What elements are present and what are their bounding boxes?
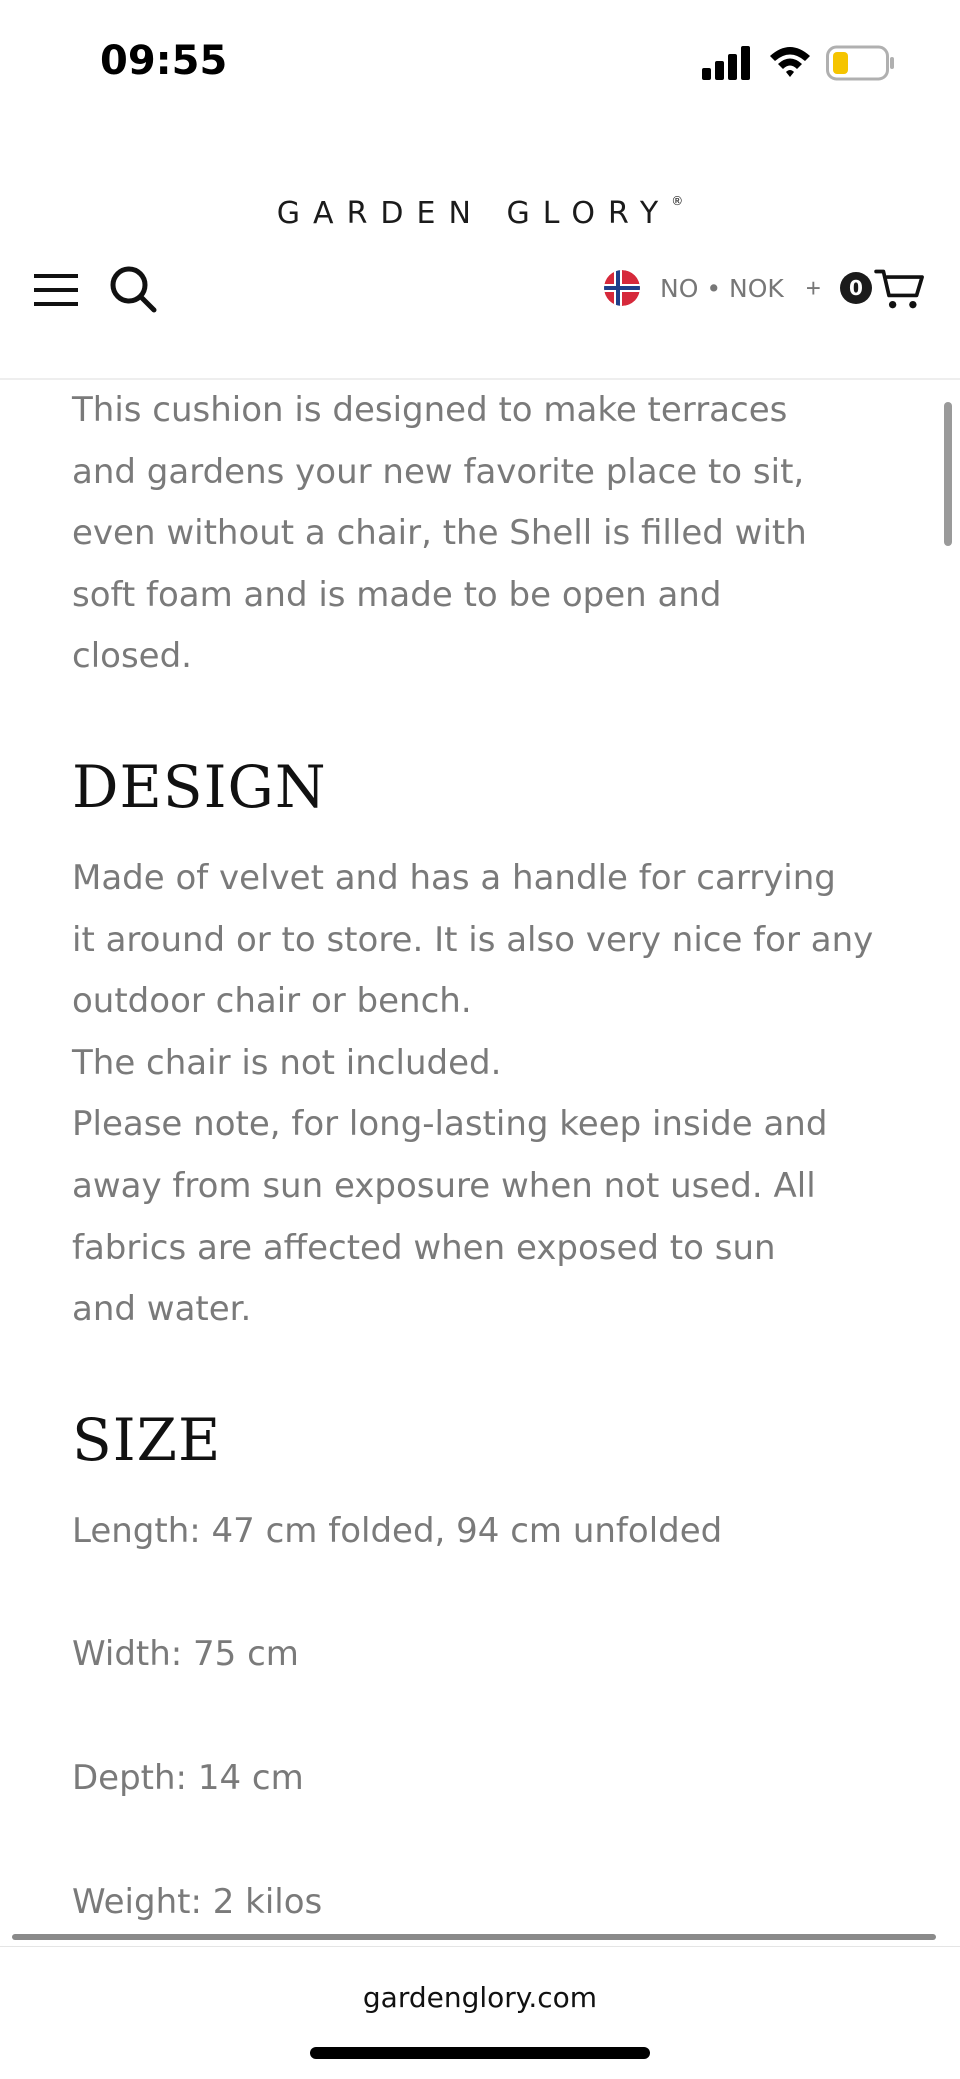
design-line: away from sun exposure when not used. All <box>72 1165 816 1206</box>
browser-bottom-bar <box>0 1946 960 2079</box>
intro-line: soft foam and is made to be open and <box>72 574 722 615</box>
scrollbar-thumb[interactable] <box>944 402 952 546</box>
design-line: it around or to store. It is also very nice for any <box>72 919 874 960</box>
signal-icon <box>702 46 752 80</box>
norway-flag-icon <box>604 270 640 306</box>
status-time: 09:55 <box>100 38 228 84</box>
size-item: Length: 47 cm folded, 94 cm unfolded <box>72 1510 723 1551</box>
size-heading: SIZE <box>72 1405 222 1474</box>
size-item: Depth: 14 cm <box>72 1757 304 1798</box>
address-bar[interactable]: gardenglory.com <box>362 1981 598 2014</box>
site-header <box>0 130 960 380</box>
intro-line: even without a chair, the Shell is filled with <box>72 513 807 554</box>
design-paragraph <box>72 848 892 1341</box>
battery-icon <box>826 44 896 82</box>
design-heading: DESIGN <box>72 752 327 821</box>
locale-plus-icon: + <box>805 272 821 303</box>
brand-name: GARDEN GLORY <box>276 196 672 231</box>
cart-count-badge: 0 <box>840 272 872 304</box>
intro-paragraph <box>72 380 892 688</box>
size-item: Width: 75 cm <box>72 1634 299 1675</box>
brand-logo[interactable] <box>0 194 960 231</box>
design-line: The chair is not included. <box>72 1042 502 1083</box>
product-description <box>72 380 892 1933</box>
status-bar <box>0 0 960 130</box>
design-line: outdoor chair or bench. <box>72 981 472 1022</box>
cart-icon <box>874 266 926 312</box>
menu-icon[interactable] <box>32 270 80 310</box>
cart-button[interactable] <box>838 130 928 378</box>
size-item: Weight: 2 kilos <box>72 1881 323 1922</box>
intro-line: and gardens your new favorite place to sit, <box>72 451 805 492</box>
design-line: and water. <box>72 1289 252 1330</box>
intro-line: closed. <box>72 636 192 677</box>
wifi-icon <box>768 44 812 80</box>
home-indicator[interactable] <box>310 2047 650 2059</box>
intro-line: This cushion is designed to make terraces <box>72 390 788 430</box>
locale-selector[interactable] <box>604 268 821 308</box>
search-icon[interactable] <box>108 264 158 314</box>
design-line: fabrics are affected when exposed to sun <box>72 1227 776 1268</box>
design-line: Made of velvet and has a handle for carrying <box>72 857 836 898</box>
design-line: Please note, for long-lasting keep inside and <box>72 1104 828 1145</box>
locale-label: NO • NOK <box>660 273 784 303</box>
toolbar-divider <box>12 1934 936 1940</box>
registered-mark: ® <box>671 194 684 208</box>
size-list <box>72 1501 892 1933</box>
